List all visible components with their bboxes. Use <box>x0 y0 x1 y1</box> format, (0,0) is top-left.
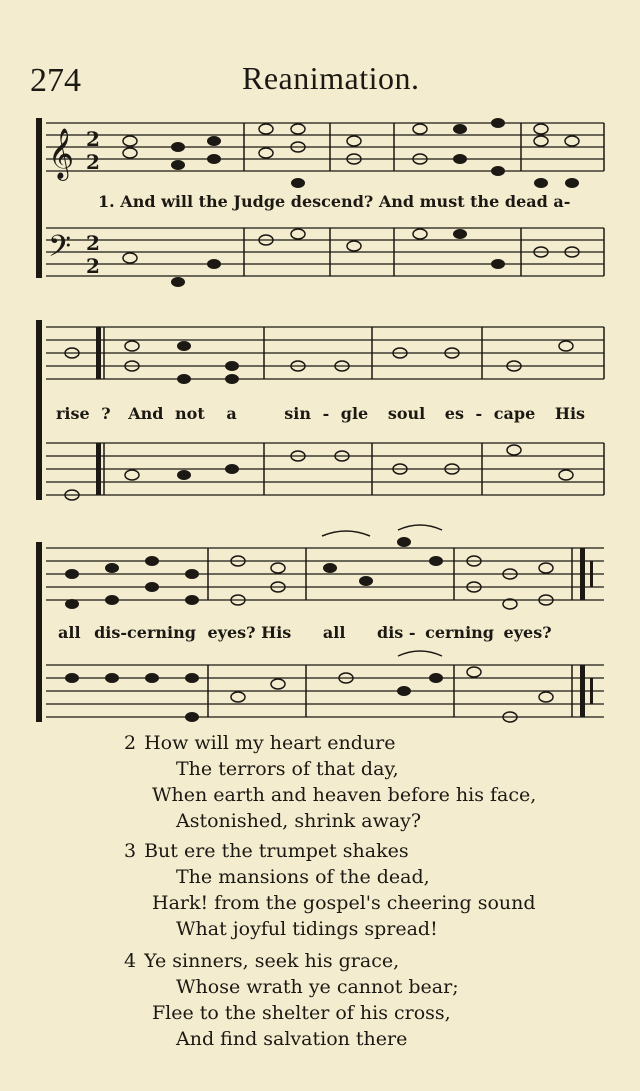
verse-3-line-1: 3 But ere the trumpet shakes <box>124 840 409 862</box>
svg-text:𝄞: 𝄞 <box>48 128 75 179</box>
lyric-word: all <box>322 623 346 642</box>
verse-4-line-1: 4 Ye sinners, seek his grace, <box>124 950 400 972</box>
lyric-word: eyes? <box>503 623 552 642</box>
lyric-word: - <box>475 404 483 423</box>
verse-3-line-4: What joyful tidings spread! <box>176 918 438 940</box>
svg-text:2: 2 <box>86 150 100 174</box>
verse-4-line-3: Flee to the shelter of his cross, <box>152 1002 451 1024</box>
svg-text:2: 2 <box>86 231 100 255</box>
verse-number: 4 <box>124 950 137 972</box>
svg-text:𝄢: 𝄢 <box>48 230 72 271</box>
lyric-word: - <box>408 623 416 642</box>
verse-4-line-2: Whose wrath ye cannot bear; <box>176 976 459 998</box>
verse-3-line-3: Hark! from the gospel's cheering sound <box>152 892 536 914</box>
verse-number: 2 <box>124 732 137 754</box>
verse-2-line-4: Astonished, shrink away? <box>176 810 422 832</box>
lyric-word: - <box>322 404 330 423</box>
lyric-word: rise ? <box>56 404 111 423</box>
lyric-word: not <box>175 404 205 423</box>
svg-text:2: 2 <box>86 127 100 151</box>
verse-number: 3 <box>124 840 137 862</box>
verse-4-line-4: And find salvation there <box>176 1028 408 1050</box>
lyric-word: And <box>128 404 164 423</box>
lyric-word: cape <box>493 404 536 423</box>
lyric-word: all <box>58 623 81 642</box>
lyric-word: es <box>444 404 464 423</box>
lyric-word: dis <box>377 623 404 642</box>
lyric-word: dis-cerning <box>94 623 196 642</box>
lyric-word: sin <box>284 404 311 423</box>
verse-3-line-2: The mansions of the dead, <box>176 866 430 888</box>
page-number: 274 <box>30 62 81 99</box>
svg-text:2: 2 <box>86 254 100 278</box>
verse-2-line-3: When earth and heaven before his face, <box>152 784 537 806</box>
lyric-word: gle <box>340 404 369 423</box>
lyrics-line-3 <box>58 623 552 642</box>
verse-2-line-2: The terrors of that day, <box>176 758 399 780</box>
page-title: Reanimation. <box>242 60 420 96</box>
lyrics-line-1: 1. And will the Judge descend? And must the dead a- <box>98 192 571 211</box>
lyric-word: His <box>554 404 586 423</box>
verse-2-line-1: 2 How will my heart endure <box>124 732 396 754</box>
lyric-word: a <box>226 404 237 423</box>
lyric-word: soul <box>387 404 426 423</box>
lyric-word: cerning <box>425 623 494 642</box>
lyric-word: eyes? <box>207 623 256 642</box>
lyric-word: His <box>261 623 292 642</box>
